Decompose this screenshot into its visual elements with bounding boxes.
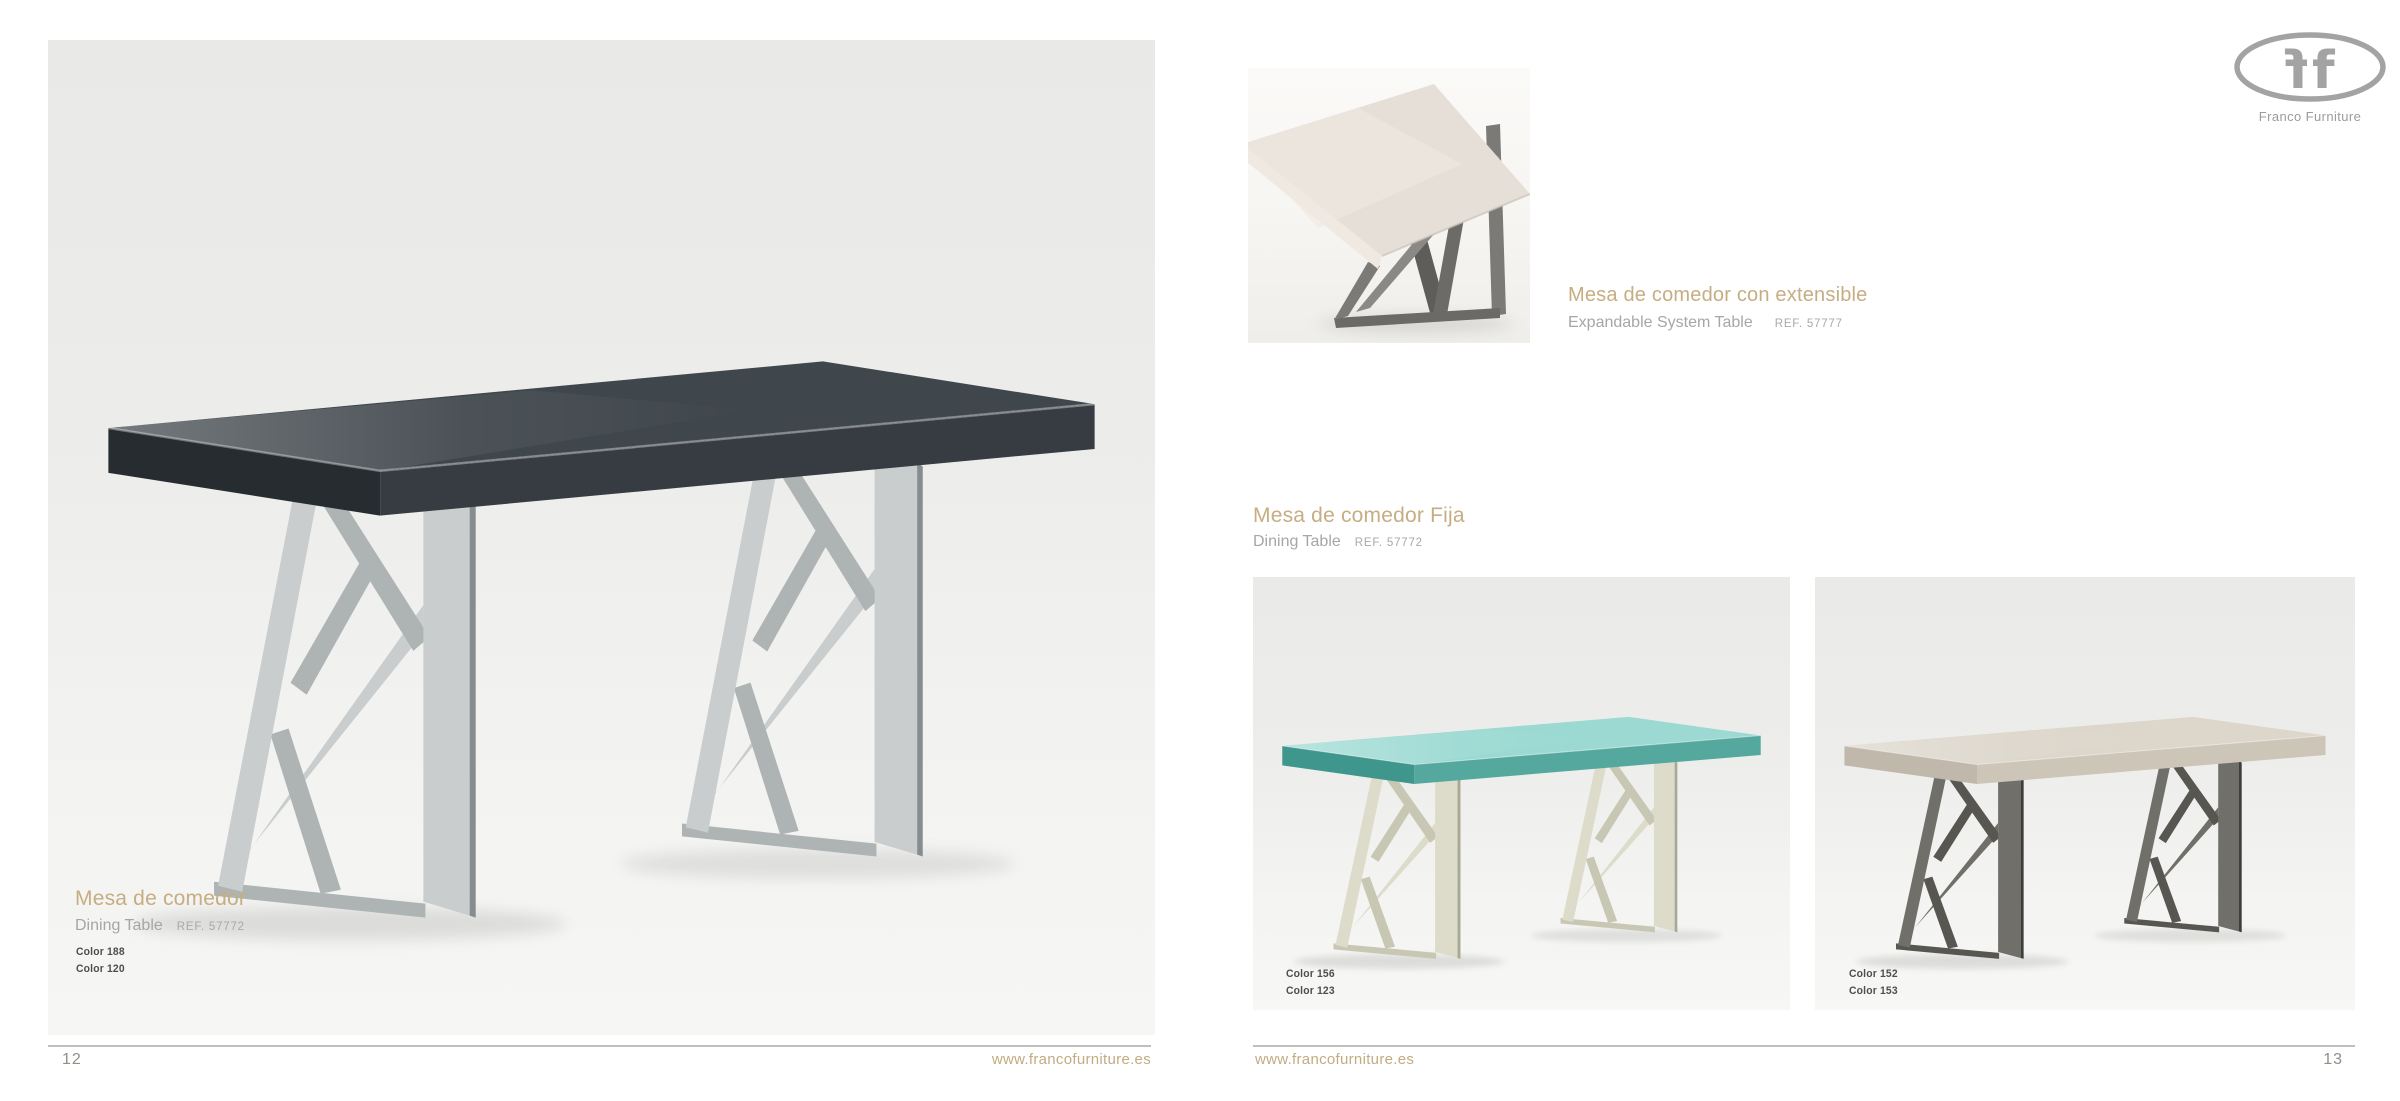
fixed-title-es: Mesa de comedor Fija xyxy=(1253,504,1465,527)
right-website-url: www.francofurniture.es xyxy=(1255,1051,1415,1068)
left-page-number: 12 xyxy=(62,1051,82,1068)
teal-color-option-1: Color 156 xyxy=(1286,968,1335,980)
product-image-dining-table-teal xyxy=(1253,577,1790,1010)
left-color-option-1: Color 188 xyxy=(76,946,125,958)
expandable-ref: REF. 57777 xyxy=(1774,318,1843,330)
svg-text:f: f xyxy=(2312,41,2335,101)
right-page-number: 13 xyxy=(2323,1051,2343,1068)
svg-text:f: f xyxy=(2285,41,2308,101)
taupe-color-option-1: Color 152 xyxy=(1849,968,1898,980)
left-website-url: www.francofurniture.es xyxy=(991,1051,1151,1068)
product-image-expandable-table xyxy=(1248,68,1530,343)
left-footer-rule xyxy=(48,1045,1151,1047)
product-image-dining-table-taupe xyxy=(1815,577,2355,1010)
franco-furniture-logo-mark xyxy=(2232,30,2388,104)
dining-table-teal-render xyxy=(1253,577,1790,1010)
left-product-title-en: Dining Table xyxy=(75,917,163,934)
expandable-subtitle xyxy=(1568,313,1843,333)
taupe-color-option-2: Color 153 xyxy=(1849,985,1898,997)
franco-furniture-logo-text: Franco Furniture xyxy=(2258,109,2362,124)
franco-furniture-logo xyxy=(2232,30,2388,124)
left-product-ref: REF. 57772 xyxy=(176,921,245,933)
dining-table-taupe-render xyxy=(1815,577,2355,1010)
expandable-title-es: Mesa de comedor con extensible xyxy=(1568,284,1868,306)
fixed-ref: REF. 57772 xyxy=(1354,537,1423,549)
expandable-title-en: Expandable System Table xyxy=(1568,314,1753,331)
teal-color-option-2: Color 123 xyxy=(1286,985,1335,997)
left-product-title-es: Mesa de comedor xyxy=(75,887,247,910)
fixed-subtitle xyxy=(1253,532,1423,552)
left-product-subtitle xyxy=(75,916,245,936)
expandable-table-render xyxy=(1248,68,1530,343)
left-color-option-2: Color 120 xyxy=(76,963,125,975)
right-footer-rule xyxy=(1253,1045,2355,1047)
fixed-title-en: Dining Table xyxy=(1253,533,1341,550)
